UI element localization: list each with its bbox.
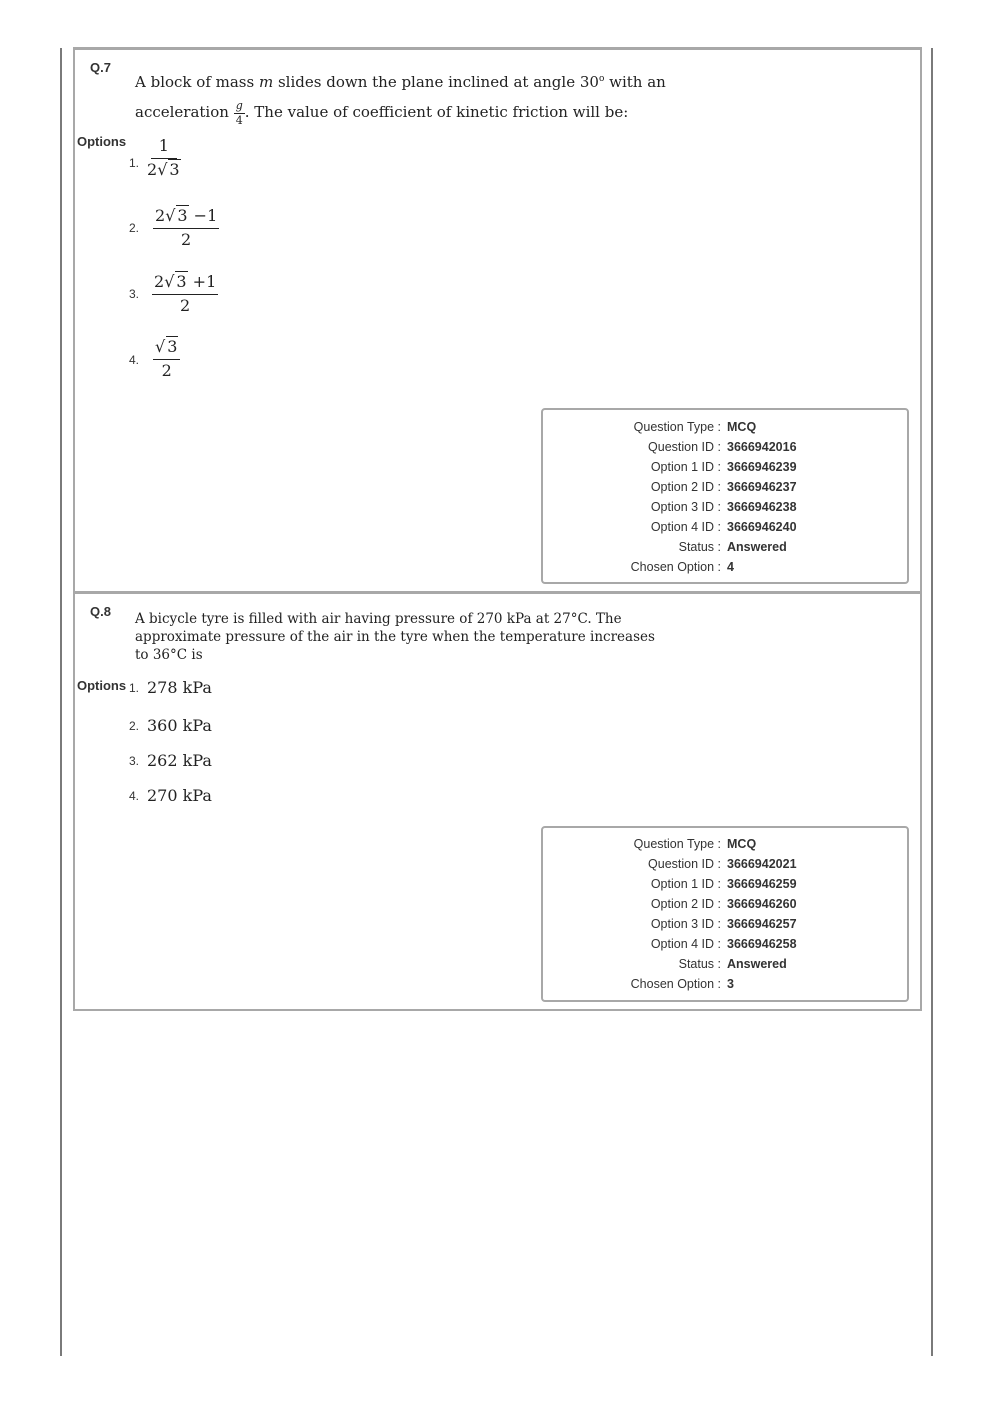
numerator-tail: −1 — [188, 206, 218, 225]
question-text — [135, 610, 675, 664]
meta-status — [543, 954, 907, 974]
meta-option3-id — [543, 497, 907, 517]
question-number: Q.7 — [90, 60, 111, 75]
meta-label: Status : — [678, 540, 721, 554]
chosen-option-value: 3 — [727, 977, 734, 991]
question-text-line-2 — [135, 97, 675, 127]
question-text-line-3: to 36°C is — [135, 647, 203, 663]
fraction-denominator: 2 — [180, 296, 191, 315]
meta-value: MCQ — [727, 837, 757, 851]
meta-label: Chosen Option : — [630, 977, 721, 991]
meta-option4-id — [543, 934, 907, 954]
option-number: 4. — [129, 353, 140, 367]
meta-value: 3666946257 — [727, 917, 797, 931]
meta-status — [543, 537, 907, 557]
option-3: 262 kPa — [147, 751, 212, 770]
text-segment: . The value of coefficient of kinetic friction will be: — [244, 103, 629, 121]
radicand: 3 — [176, 272, 187, 291]
option-2: 360 kPa — [147, 716, 212, 735]
question-text — [135, 64, 675, 127]
meta-option2-id — [543, 477, 907, 497]
meta-label: Option 1 ID : — [650, 460, 721, 474]
question-text-line-2: approximate pressure of the air in the tyre when the temperature increases — [135, 629, 655, 645]
question-card — [73, 47, 922, 593]
meta-option3-id — [543, 914, 907, 934]
sqrt-symbol: √ 3 — [155, 337, 178, 356]
question-metadata-panel — [541, 826, 909, 1002]
fraction-numerator — [153, 337, 180, 360]
meta-value: 3666946260 — [727, 897, 797, 911]
options-label: Options — [77, 678, 127, 693]
fraction-numerator: g — [235, 98, 243, 112]
page-border-left — [60, 48, 62, 1356]
meta-label: Status : — [678, 957, 721, 971]
option-4 — [153, 337, 180, 380]
meta-question-id — [543, 854, 907, 874]
meta-label: Chosen Option : — [630, 560, 721, 574]
fraction-g-over-4 — [234, 100, 245, 127]
meta-label: Option 4 ID : — [650, 520, 721, 534]
meta-value: MCQ — [727, 420, 757, 434]
meta-label: Question ID : — [648, 857, 721, 871]
meta-value: 3666942021 — [727, 857, 797, 871]
meta-label: Question Type : — [633, 837, 721, 851]
option-number: 2. — [129, 221, 140, 235]
meta-label: Option 4 ID : — [650, 937, 721, 951]
radicand: 3 — [177, 206, 188, 225]
sqrt-symbol: √ 3 — [157, 160, 180, 179]
fraction-denominator: 4 — [235, 113, 243, 127]
option-2 — [153, 206, 219, 249]
options-label: Options — [77, 134, 127, 149]
radicand: 3 — [169, 160, 180, 179]
fraction — [153, 337, 180, 380]
chosen-option-value: 4 — [727, 560, 734, 574]
option-1: 278 kPa — [147, 678, 212, 697]
fraction-denominator — [147, 159, 181, 179]
question-metadata-panel — [541, 408, 909, 584]
meta-option2-id — [543, 894, 907, 914]
meta-option1-id — [543, 457, 907, 477]
option-1 — [147, 136, 181, 179]
fraction-numerator — [152, 272, 218, 295]
numerator-tail: +1 — [187, 272, 217, 291]
meta-question-id — [543, 437, 907, 457]
fraction — [153, 206, 219, 249]
meta-value: 3666946238 — [727, 500, 797, 514]
meta-value: 3666946239 — [727, 460, 797, 474]
meta-label: Question Type : — [633, 420, 721, 434]
status-value: Answered — [727, 540, 787, 554]
variable-m: m — [258, 73, 274, 91]
option-number: 3. — [129, 754, 140, 768]
question-text-line-1 — [135, 64, 675, 97]
meta-value: 3666946240 — [727, 520, 797, 534]
fraction-numerator: 1 — [151, 136, 177, 159]
meta-question-type — [543, 417, 907, 437]
meta-label: Option 3 ID : — [650, 500, 721, 514]
text-segment: with an — [604, 73, 666, 91]
question-text-line-1: A bicycle tyre is filled with air having pressure of 270 kPa at 27°C. The — [135, 611, 622, 627]
text-segment: A block of mass — [135, 73, 259, 91]
text-segment: slides down the plane inclined at angle 30 — [273, 73, 599, 91]
meta-value: 3666942016 — [727, 440, 797, 454]
option-4: 270 kPa — [147, 786, 212, 805]
option-3 — [152, 272, 218, 315]
fraction-denominator: 2 — [181, 230, 192, 249]
text-segment: acceleration — [135, 103, 234, 121]
page-border-right — [931, 48, 933, 1356]
coefficient: 2 — [154, 272, 165, 291]
option-number: 3. — [129, 287, 140, 301]
sqrt-symbol: √ 3 — [164, 272, 187, 291]
question-card — [73, 591, 922, 1011]
fraction-numerator — [153, 206, 219, 229]
option-number: 2. — [129, 719, 140, 733]
status-value: Answered — [727, 957, 787, 971]
meta-chosen-option — [543, 557, 907, 577]
meta-option1-id — [543, 874, 907, 894]
degree-symbol: o — [598, 74, 605, 84]
meta-chosen-option — [543, 974, 907, 994]
coefficient: 2 — [155, 206, 166, 225]
meta-label: Option 1 ID : — [650, 877, 721, 891]
fraction — [152, 272, 218, 315]
meta-label: Option 3 ID : — [650, 917, 721, 931]
meta-label: Option 2 ID : — [650, 480, 721, 494]
question-number: Q.8 — [90, 604, 111, 619]
meta-option4-id — [543, 517, 907, 537]
option-number: 1. — [129, 156, 140, 170]
meta-label: Question ID : — [648, 440, 721, 454]
meta-question-type — [543, 834, 907, 854]
option-number: 4. — [129, 789, 140, 803]
sqrt-symbol: √ 3 — [165, 206, 188, 225]
meta-label: Option 2 ID : — [650, 897, 721, 911]
radicand: 3 — [167, 337, 178, 356]
meta-value: 3666946258 — [727, 937, 797, 951]
coefficient: 2 — [147, 160, 158, 179]
fraction — [147, 136, 181, 179]
fraction-denominator: 2 — [161, 361, 172, 380]
meta-value: 3666946259 — [727, 877, 797, 891]
option-number: 1. — [129, 681, 140, 695]
meta-value: 3666946237 — [727, 480, 797, 494]
